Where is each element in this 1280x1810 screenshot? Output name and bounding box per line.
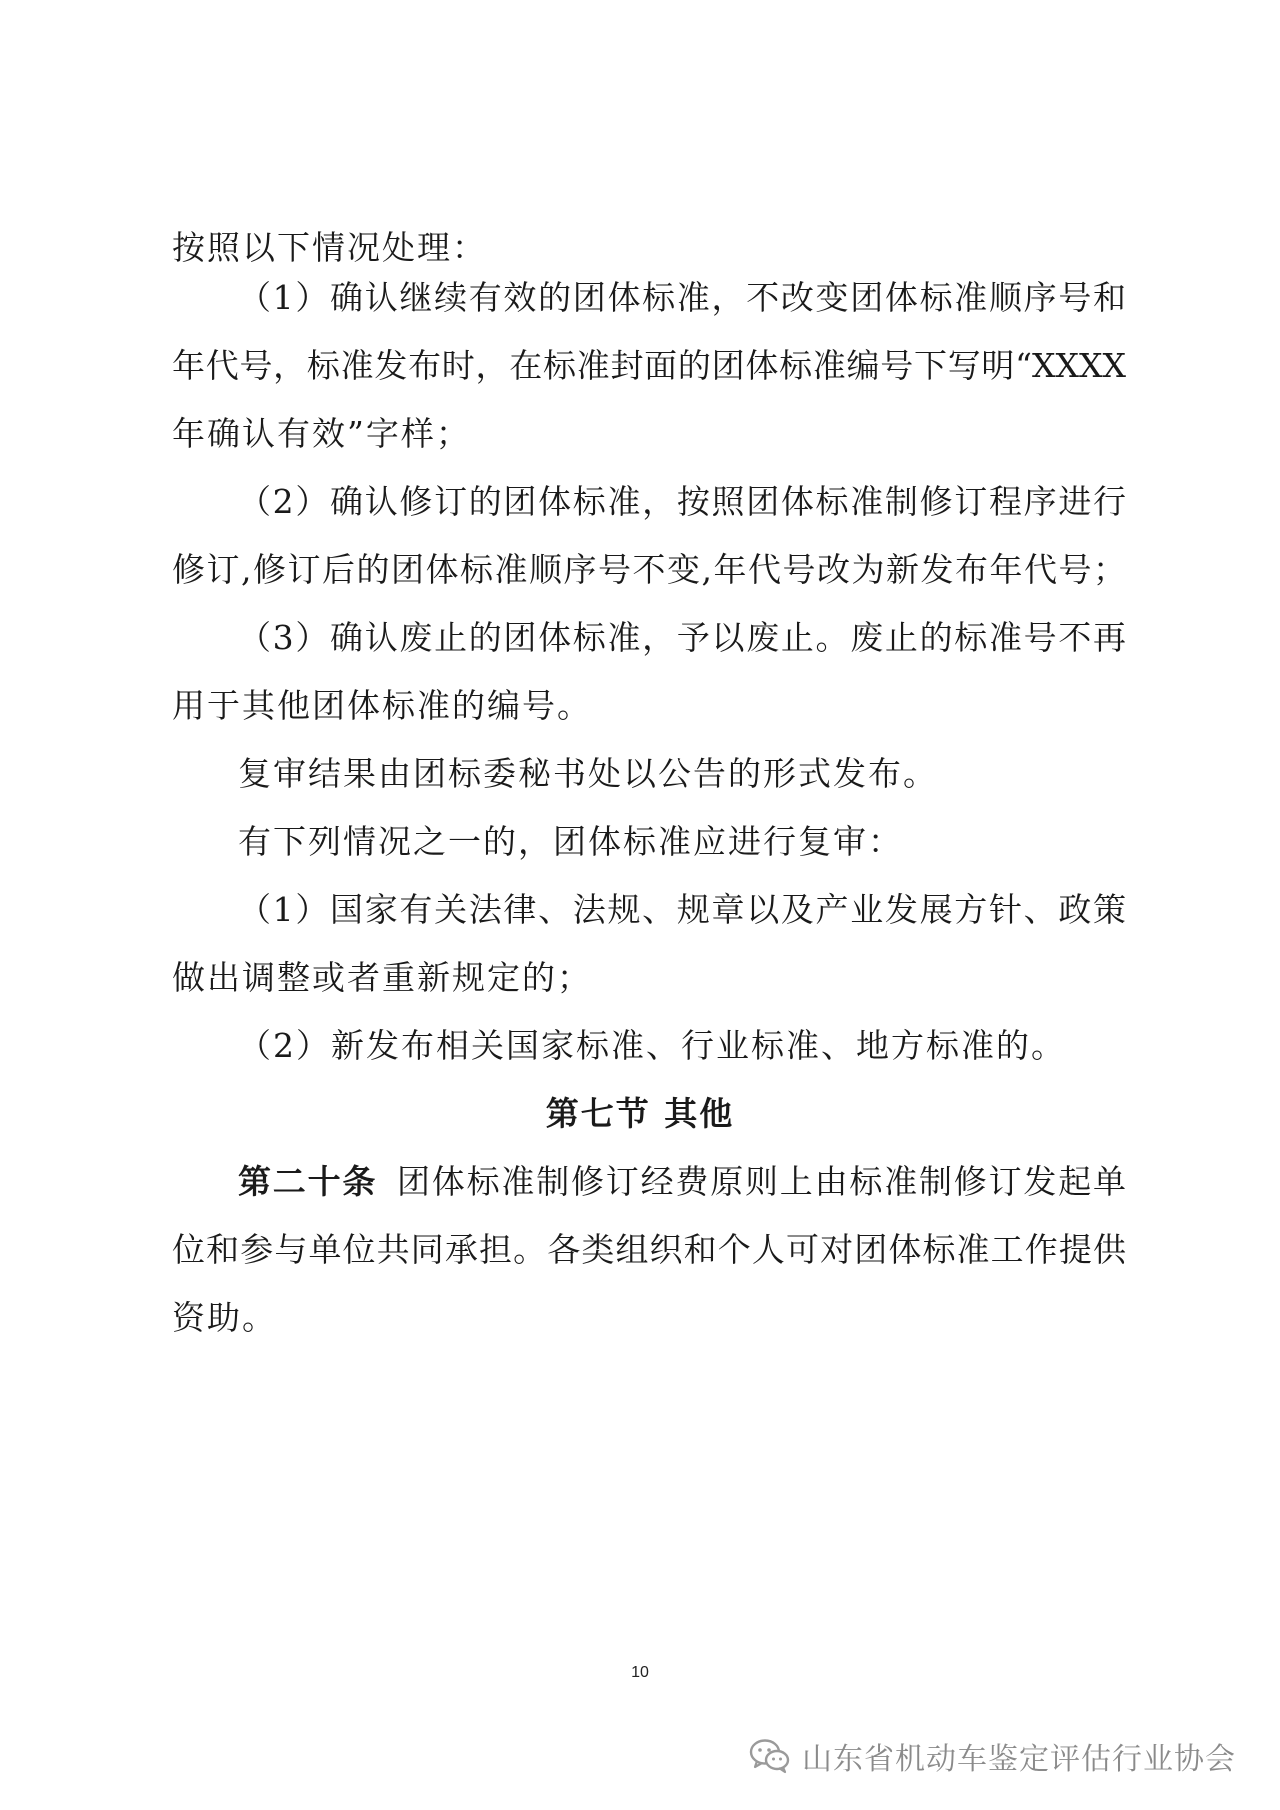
- paragraph-line: 年确认有效”字样；: [172, 414, 471, 453]
- paragraph-line: （2）新发布相关国家标准、行业标准、地方标准的。: [238, 1026, 1066, 1065]
- paragraph-line: 有下列情况之一的，团体标准应进行复审：: [238, 822, 903, 861]
- paragraph-line: 复审结果由团标委秘书处以公告的形式发布。: [238, 754, 938, 793]
- page-number: 10: [631, 1664, 649, 1681]
- section-heading: 第七节 其他: [545, 1094, 735, 1133]
- paragraph-line: 做出调整或者重新规定的；: [172, 958, 592, 997]
- paragraph-line: 修订,修订后的团体标准顺序号不变,年代号改为新发布年代号；: [172, 550, 1126, 589]
- article-first-line: [238, 1160, 1126, 1204]
- article-text: 团体标准制修订经费原则上由标准制修订发起单: [395, 1162, 1127, 1201]
- paragraph-line: 位和参与单位共同承担。各类组织和个人可对团体标准工作提供: [172, 1230, 1126, 1269]
- wechat-icon: [748, 1736, 792, 1776]
- article-label: 第二十条: [238, 1162, 378, 1201]
- paragraph-line: （1）确认继续有效的团体标准，不改变团体标准顺序号和: [238, 278, 1126, 317]
- watermark: [748, 1734, 1236, 1778]
- paragraph-line: （1）国家有关法律、法规、规章以及产业发展方针、政策: [238, 890, 1126, 929]
- paragraph-line: 用于其他团体标准的编号。: [172, 686, 592, 725]
- paragraph-line: 按照以下情况处理：: [172, 228, 487, 267]
- paragraph-line: （2）确认修订的团体标准，按照团体标准制修订程序进行: [238, 482, 1126, 521]
- paragraph-line: （3）确认废止的团体标准，予以废止。废止的标准号不再: [238, 618, 1126, 657]
- paragraph-line: 年代号，标准发布时，在标准封面的团体标准编号下写明“XXXX: [172, 346, 1126, 385]
- paragraph-line: 资助。: [172, 1298, 277, 1337]
- watermark-text: 山东省机动车鉴定评估行业协会: [802, 1742, 1236, 1777]
